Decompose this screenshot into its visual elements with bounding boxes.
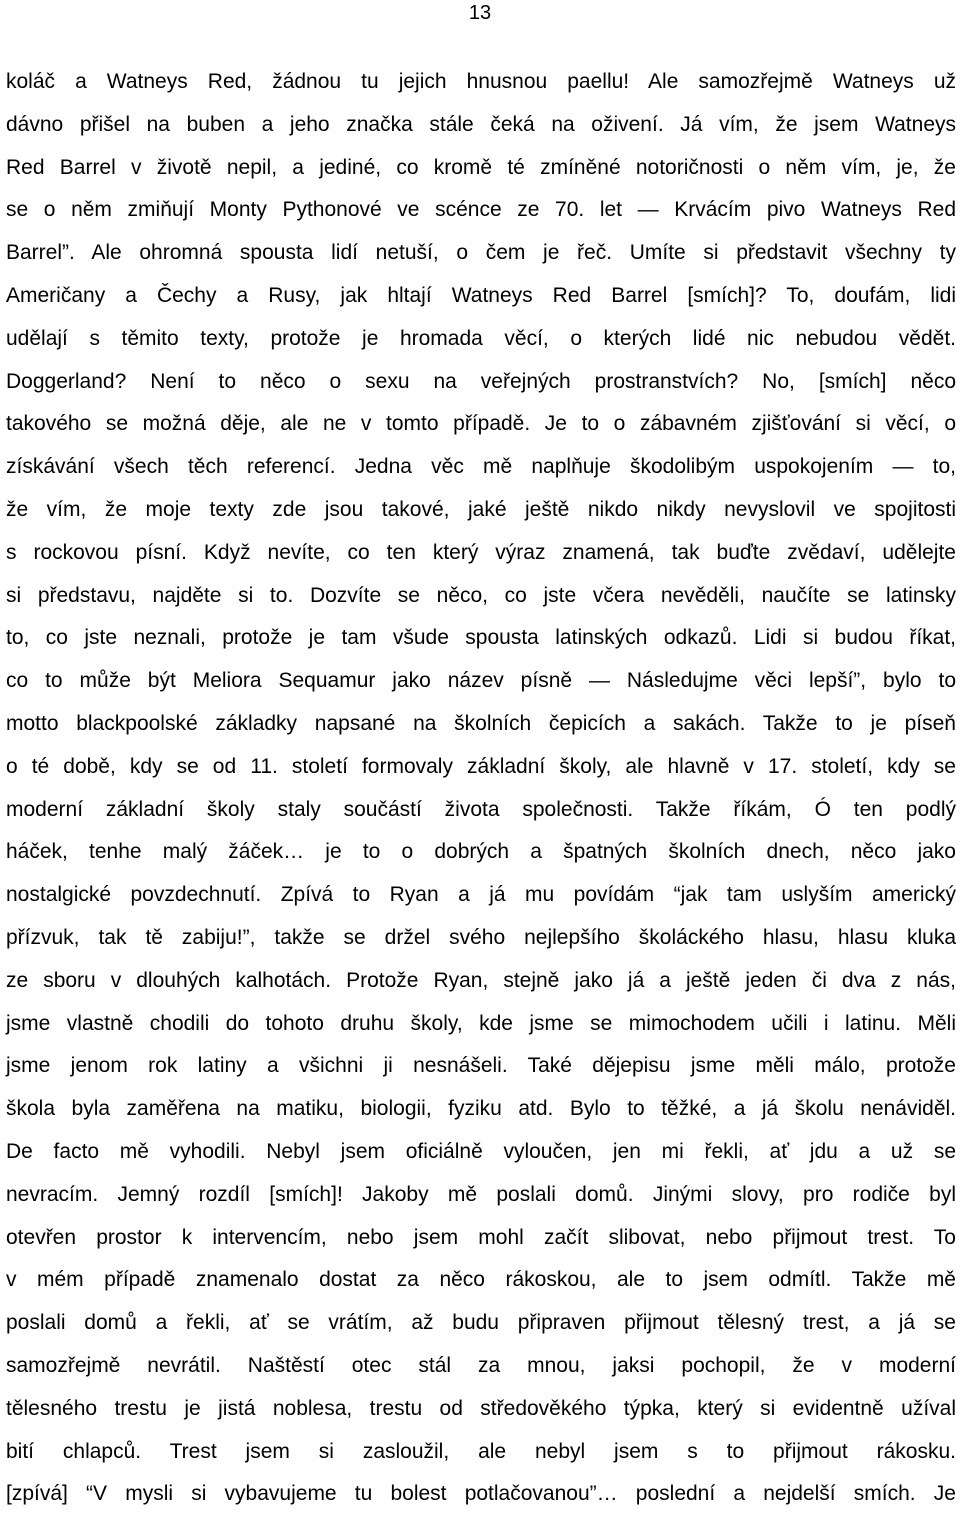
text-line: co to může být Meliora Sequamur jako název písně — Následujme věci lepší”, bylo to bbox=[6, 669, 956, 693]
text-line: škola byla zaměřena na matiku, biologii, fyziku atd. Bylo to těžké, a já školu nenáviděl. bbox=[6, 1097, 956, 1121]
text-line: o té době, kdy se od 11. století formovaly základní školy, ale hlavně v 17. století, kdy se bbox=[6, 754, 956, 778]
text-line: získávání všech těch referencí. Jedna věc mě naplňuje škodolibým uspokojením — to, bbox=[6, 455, 956, 479]
text-line: udělají s těmito texty, protože je hromada věcí, o kterých lidé nic nebudou vědět. bbox=[6, 326, 956, 350]
text-line: motto blackpoolské základky napsané na školních čepicích a sakách. Takže to je píseň bbox=[6, 711, 956, 735]
body-paragraph bbox=[6, 61, 956, 1516]
text-line: moderní základní školy staly součástí života společnosti. Takže říkám, Ó ten podlý bbox=[6, 797, 956, 821]
text-line: háček, tenhe malý žáček… je to o dobrých a špatných školních dnech, něco jako bbox=[6, 840, 956, 864]
text-line: jsme jenom rok latiny a všichni ji nesnášeli. Také dějepisu jsme měli málo, protože bbox=[6, 1054, 956, 1078]
text-line: jsme vlastně chodili do tohoto druhu školy, kde jsme se mimochodem učili i latinu. Měli bbox=[6, 1011, 956, 1035]
text-line: Američany a Čechy a Rusy, jak hltají Watneys Red Barrel [smích]? To, doufám, lidi bbox=[6, 283, 956, 307]
text-line: to, co jste neznali, protože je tam všude spousta latinských odkazů. Lidi si budou říkat, bbox=[6, 626, 956, 650]
text-line: s rockovou písní. Když nevíte, co ten který výraz znamená, tak buďte zvědaví, udělejte bbox=[6, 540, 956, 564]
text-line: Red Barrel v životě nepil, a jediné, co kromě té zmíněné notoričnosti o něm vím, je, že bbox=[6, 155, 956, 179]
text-line: dávno přišel na buben a jeho značka stále čeká na oživení. Já vím, že jsem Watneys bbox=[6, 112, 956, 136]
text-line: se o něm zmiňují Monty Pythonové ve scénce ze 70. let — Krvácím pivo Watneys Red bbox=[6, 198, 956, 222]
text-line: samozřejmě nevrátil. Naštěstí otec stál za mnou, jaksi pochopil, že v moderní bbox=[6, 1353, 956, 1377]
text-line: přízvuk, tak tě zabiju!”, takže se držel svého nejlepšího školáckého hlasu, hlasu kluka bbox=[6, 925, 956, 949]
text-line: Doggerland? Není to něco o sexu na veřejných prostranstvích? No, [smích] něco bbox=[6, 369, 956, 393]
text-line: tělesného trestu je jistá noblesa, trestu od středověkého týpka, který si evidentně užíval bbox=[6, 1396, 956, 1420]
text-line: si představu, najděte si to. Dozvíte se něco, co jste včera nevěděli, naučíte se latinsky bbox=[6, 583, 956, 607]
text-line: v mém případě znamenalo dostat za něco rákoskou, ale to jsem odmítl. Takže mě bbox=[6, 1268, 956, 1292]
text-line: takového se možná děje, ale ne v tomto případě. Je to o zábavném zjišťování si věcí, o bbox=[6, 412, 956, 436]
text-line: nevracím. Jemný rozdíl [smích]! Jakoby mě poslali domů. Jinými slovy, pro rodiče byl bbox=[6, 1182, 956, 1206]
page-number: 13 bbox=[468, 2, 492, 24]
text-line: Barrel”. Ale ohromná spousta lidí netuší, o čem je řeč. Umíte si představit všechny ty bbox=[6, 241, 956, 265]
text-line: že vím, že moje texty zde jsou takové, jaké ještě nikdo nikdy nevyslovil ve spojitosti bbox=[6, 497, 956, 521]
text-line: otevřen prostor k intervencím, nebo jsem mohl začít slibovat, nebo přijmout trest. To bbox=[6, 1225, 956, 1249]
text-line: ze sboru v dlouhých kalhotách. Protože Ryan, stejně jako já a ještě jeden či dva z nás, bbox=[6, 968, 956, 992]
text-line: poslali domů a řekli, ať se vrátím, až budu připraven přijmout tělesný trest, a já se bbox=[6, 1311, 956, 1335]
text-line: De facto mě vyhodili. Nebyl jsem oficiálně vyloučen, jen mi řekli, ať jdu a už se bbox=[6, 1139, 956, 1163]
text-line: koláč a Watneys Red, žádnou tu jejich hnusnou paellu! Ale samozřejmě Watneys už bbox=[6, 70, 956, 93]
text-line: [zpívá] “V mysli si vybavujeme tu bolest potlačovanou”… poslední a nejdelší smích. Je bbox=[6, 1482, 956, 1506]
text-line: nostalgické povzdechnutí. Zpívá to Ryan a já mu povídám “jak tam uslyším americký bbox=[6, 883, 956, 907]
text-line: bití chlapců. Trest jsem si zasloužil, ale nebyl jsem s to přijmout rákosku. bbox=[6, 1439, 956, 1463]
